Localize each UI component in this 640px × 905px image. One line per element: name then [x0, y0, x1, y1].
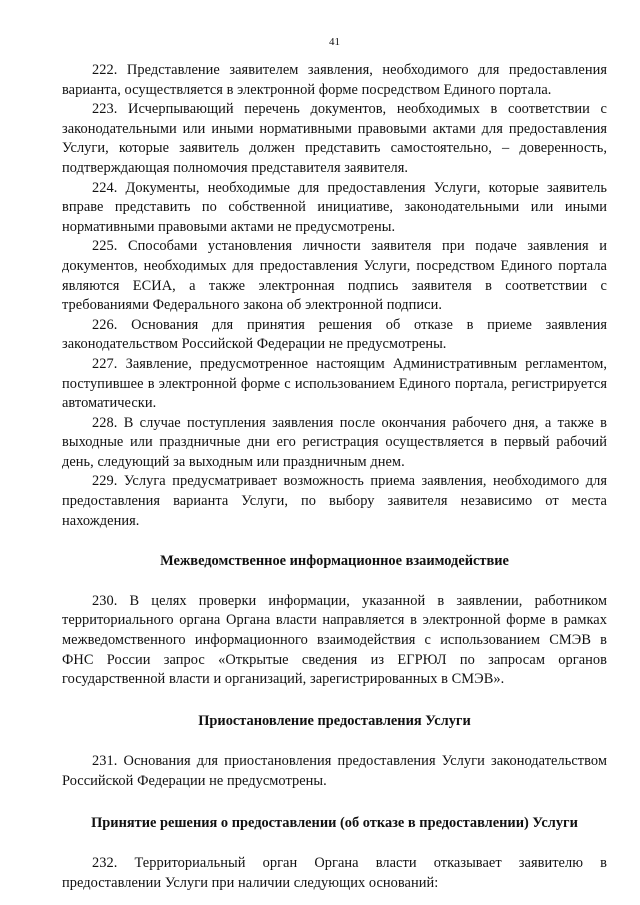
page-number: 41 [329, 36, 340, 48]
paragraph-226: 226. Основания для принятия решения об отказе в приеме заявления законодательством Российской Федерации не предусмотрены. [62, 316, 607, 353]
paragraph-231: 231. Основания для приостановления предоставления Услуги законодательством Российской Федерации не предусмотрены. [62, 753, 607, 789]
section-heading-suspension: Приостановление предоставления Услуги [198, 712, 471, 729]
paragraph-232: 232. Территориальный орган Органа власти отказывает заявителю в предоставлении Услуги при наличии следующих оснований: [62, 855, 607, 891]
section-heading-interagency: Межведомственное информационное взаимодействие [160, 553, 509, 570]
paragraph-225: 225. Способами установления личности заявителя при подаче заявления и документов, необходимых для предоставления Услуги, посредством Единого портала являются ЕСИА, а также электронная подпись заявителя в соответствии с требованиями Федерального закона об электронной подписи. [62, 238, 607, 314]
paragraph-227: 227. Заявление, предусмотренное настоящим Административным регламентом, поступившее в электронной форме с использованием Единого портала, регистрируется автоматически. [62, 355, 607, 412]
paragraph-223: 223. Исчерпывающий перечень документов, необходимых в соответствии с законодательными или иными нормативными правовыми актами для предоставления Услуги, которые заявитель должен представить самостоятельно, – доверенность, подтверждающая полномочия представителя заявителя. [62, 101, 607, 176]
paragraph-230: 230. В целях проверки информации, указанной в заявлении, работником территориального органа Органа власти направляется в электронной форме в рамках межведомственного информационного взаимодействия с использованием СМЭВ в ФНС России запрос «Открытые сведения из ЕГРЮЛ по запросам органов государственной власти и организаций, зарегистрированных в СМЭВ». [62, 592, 607, 688]
paragraph-222: 222. Представление заявителем заявления, необходимого для предоставления варианта, осуществляется в электронной форме посредством Единого портала. [62, 62, 607, 98]
paragraph-229: 229. Услуга предусматривает возможность приема заявления, необходимого для предоставления варианта Услуги, по выбору заявителя независимо от места нахождения. [62, 473, 607, 529]
paragraph-224: 224. Документы, необходимые для предоставления Услуги, которые заявитель вправе представить по собственной инициативе, законодательными или иными нормативными правовыми актами не предусмотрены. [62, 179, 607, 235]
section-heading-decision: Принятие решения о предоставлении (об отказе в предоставлении) Услуги [91, 814, 578, 831]
paragraph-228: 228. В случае поступления заявления после окончания рабочего дня, а также в выходные или праздничные дни его регистрация осуществляется в первый рабочий день, следующий за выходным или праздничным днем. [62, 414, 607, 470]
